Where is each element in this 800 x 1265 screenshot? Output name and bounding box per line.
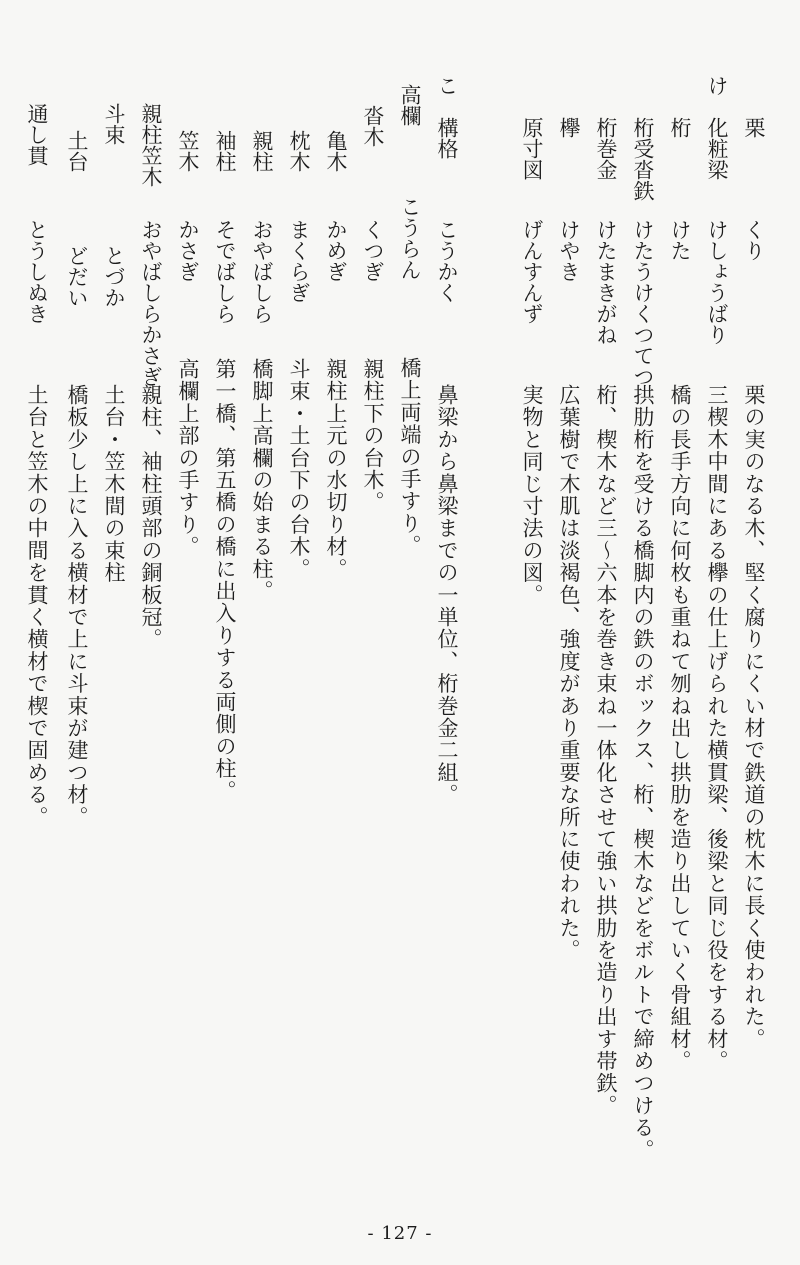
entry-reading: けたまきがね [594, 219, 618, 345]
entry-description: 橋上両端の手すり。 [398, 357, 422, 557]
entry-description: 鼻梁から鼻梁までの一単位、桁巻金二組。 [435, 384, 459, 806]
entry-term: 構格 [435, 117, 459, 159]
entry-term: 袖柱 [213, 130, 237, 172]
entry-reading: かさぎ [176, 219, 200, 282]
entry-term: 枕木 [287, 130, 311, 172]
entry-term: 原寸図 [520, 117, 544, 180]
page-number: - 127 - [367, 1223, 433, 1244]
entry-term: 高欄 [398, 84, 422, 126]
entry-description: 三楔木中間にある欅の仕上げられた横貫梁、後梁と同じ役をする材。 [705, 384, 729, 1073]
entry-reading: そでばしら [213, 219, 237, 324]
entry-reading: くつぎ [361, 219, 385, 282]
entry-reading: けたうけくつてつ [631, 219, 655, 387]
entry-description: 第一橋、第五橋の橋に出入りする両側の柱。 [213, 358, 237, 802]
entry-description: 桁、楔木など三～六本を巻き束ね一体化させて強い拱肋を造り出す帯鉄。 [594, 384, 618, 1117]
entry-term: 笠木 [176, 130, 200, 172]
entry-reading: くり [742, 219, 766, 261]
entry-reading: とうしぬき [25, 219, 49, 324]
entry-description: 実物と同じ寸法の図。 [520, 384, 544, 606]
entry-reading: おやばしらかさぎ [139, 219, 163, 387]
entry-term: 斗束 [102, 103, 126, 145]
entry-description: 橋の長手方向に何枚も重ねて刎ね出し拱肋を造り出していく骨組材。 [668, 384, 692, 1073]
entry-term: 栗 [742, 117, 766, 138]
entry-reading: げんすんず [520, 219, 544, 324]
entry-reading: こうかく [435, 219, 459, 303]
entry-description: 広葉樹で木肌は淡褐色、強度があり重要な所に使われた。 [557, 384, 581, 962]
entry-description: 土台と笠木の中間を貫く横材で楔で固める。 [25, 384, 49, 828]
entry-description: 斗束・土台下の台木。 [287, 358, 311, 580]
entry-term: 通し貫 [25, 103, 49, 166]
entry-reading: けやき [557, 219, 581, 282]
entry-description: 高欄上部の手すり。 [176, 358, 200, 558]
section-header-ko: こ [435, 75, 459, 96]
entry-term: 桁 [668, 117, 692, 138]
entry-description: 親柱上元の水切り材。 [324, 358, 348, 580]
entry-reading: けた [668, 219, 692, 261]
entry-term: 化粧梁 [705, 117, 729, 180]
entry-description: 拱肋桁を受ける橋脚内の鉄のボックス、桁、楔木などをボルトで締めつける。 [631, 384, 655, 1161]
entry-reading: まくらぎ [287, 219, 311, 303]
entry-description: 栗の実のなる木、堅く腐りにくい材で鉄道の枕木に長く使われた。 [742, 384, 766, 1050]
entry-term: 土台 [65, 130, 89, 172]
section-header-ke: け [705, 75, 729, 96]
entry-term: 親柱 [250, 130, 274, 172]
entry-term: 桁巻金 [594, 117, 618, 180]
entry-description: 橋脚上高欄の始まる柱。 [250, 358, 274, 603]
entry-reading: おやばしら [250, 219, 274, 324]
entry-description: 親柱、袖柱頭部の銅板冠。 [139, 384, 163, 651]
entry-reading: とづか [102, 245, 126, 308]
entry-term: 沓木 [361, 105, 385, 147]
entry-description: 橋板少し上に入る横材で上に斗束が建つ材。 [65, 384, 89, 828]
entry-term: 親柱笠木 [139, 103, 163, 187]
entry-reading: こうらん [398, 196, 422, 280]
entry-reading: どだい [65, 245, 89, 308]
entry-reading: けしょうばり [705, 219, 729, 345]
entry-term: 欅 [557, 117, 581, 138]
entry-term: 亀木 [324, 130, 348, 172]
entry-reading: かめぎ [324, 219, 348, 282]
entry-term: 桁受沓鉄 [631, 117, 655, 201]
entry-description: 親柱下の台木。 [361, 358, 385, 514]
entry-description: 土台・笠木間の束柱 [102, 384, 126, 584]
